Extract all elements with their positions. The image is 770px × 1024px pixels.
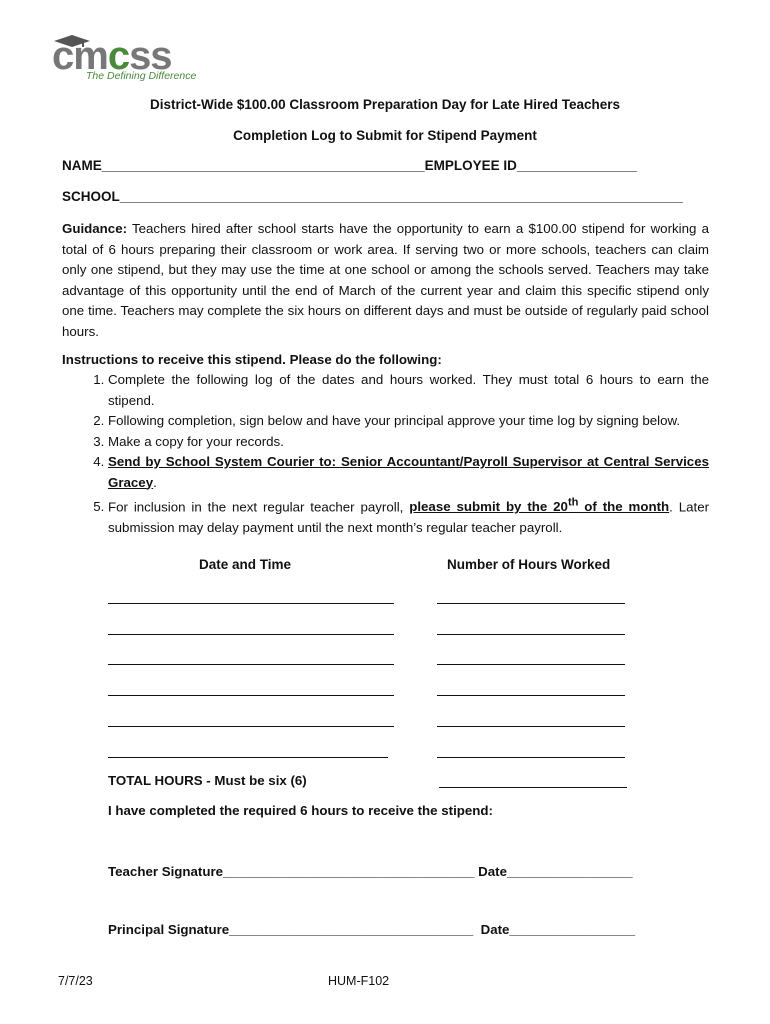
date-time-entry-line[interactable] [108,726,394,727]
hours-entry-line[interactable] [437,757,625,758]
date-time-entry-line[interactable] [108,757,388,758]
hours-worked-column-header: Number of Hours Worked [447,557,611,572]
principal-signature-line[interactable]: Principal Signature_________________________________ Date_________________ [108,922,636,937]
footer-date: 7/7/23 [58,974,93,988]
hours-entry-line[interactable] [437,634,625,635]
date-time-entry-line[interactable] [108,695,394,696]
hours-entry-line[interactable] [437,726,625,727]
name-employee-id-field[interactable]: NAME___________________________________________EMPLOYEE ID________________ [62,158,637,173]
total-hours-label: TOTAL HOURS - Must be six (6) [108,773,307,788]
instructions-title: Instructions to receive this stipend. Please do the following: [62,352,442,367]
guidance-text: Teachers hired after school starts have the opportunity to earn a $100.00 stipend for working a total of 6 hours preparing their classroom or work area. If serving two or more schools, teachers can claim only one stipend, but they may use the time at one school or among the schools served. Teachers may take advantage of this opportunity until the end of March of the current year and claim this specific stipend only one time. Teachers may complete the six hours on different days and must be outside of regularly paid school hours. [62,221,709,339]
date-time-entry-line[interactable] [108,664,394,665]
date-time-entry-line[interactable] [108,634,394,635]
hours-entry-line[interactable] [437,603,625,604]
instruction-item: 3. Make a copy for your records. [108,432,709,453]
deadline-text: please submit by the 20th of the month [409,497,670,515]
hours-entry-line[interactable] [437,664,625,665]
teacher-signature-line[interactable]: Teacher Signature__________________________________ Date_________________ [108,864,633,879]
instructions-list [62,370,709,538]
certification-statement: I have completed the required 6 hours to receive the stipend: [108,803,493,818]
cmcss-logo [52,36,202,86]
form-code: HUM-F102 [328,974,390,988]
guidance-paragraph [62,219,709,342]
document-subtitle: Completion Log to Submit for Stipend Payment [233,128,537,143]
date-time-column-header: Date and Time [199,557,292,572]
date-time-entry-line[interactable] [108,603,394,604]
instruction-item: 5. For inclusion in the next regular teacher payroll, please submit by the 20th of the month. Later submission may delay payment until the next month’s regular teacher payroll. [108,493,709,538]
guidance-label: Guidance: [62,221,128,236]
logo-wordmark: cmcss [52,34,172,78]
document-title: District-Wide $100.00 Classroom Preparation Day for Late Hired Teachers [149,97,621,112]
instruction-item: 1. Complete the following log of the dates and hours worked. They must total 6 hours to earn the stipend. [108,370,709,411]
courier-address: Send by School System Courier to: Senior Accountant/Payroll Supervisor at Central Services Gracey [108,454,709,490]
school-field[interactable]: SCHOOL___________________________________________________________________________ [62,189,683,204]
instruction-item: 4. Send by School System Courier to: Senior Accountant/Payroll Supervisor at Central Services Gracey. [108,452,709,493]
instruction-item: 2. Following completion, sign below and have your principal approve your time log by signing below. [108,411,709,432]
total-hours-entry-line[interactable] [439,787,627,788]
hours-entry-line[interactable] [437,695,625,696]
logo-tagline: The Defining Difference [86,70,197,82]
